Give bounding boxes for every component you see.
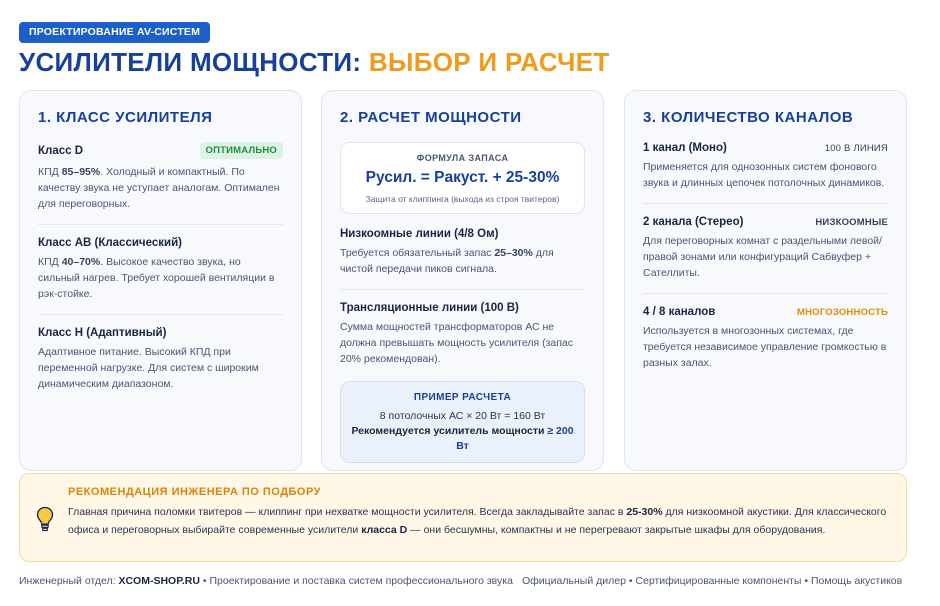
tip-text: Главная причина поломки твитеров — клиппинг при нехватке мощности усилителя. Всегда закладывайте запас в 25-30% для низкоомной акустики. Для классического офиса и переговорных выбирайте современные усилители класса D — они бесшумны, компактны и не перегревают закрытые шкафы для оборудования. [68, 506, 887, 536]
footer-brand-link[interactable]: XCOM-SHOP.RU [118, 575, 200, 587]
item-text: Сумма мощностей трансформаторов АС не должна превышать мощность усилителя (запас 20% рекомендован). [340, 321, 574, 365]
formula-main: Pусил. = Pакуст. + 25-30% [365, 169, 560, 186]
tip-title: РЕКОМЕНДАЦИЯ ИНЖЕНЕРА ПО ПОДБОРУ [68, 486, 322, 498]
item-text: Адаптивное питание. Высокий КПД при переменной нагрузке. Для систем с широким динамическим диапазоном. [38, 346, 259, 390]
item-text: Требуется обязательный запас 25–30% для чистой передачи пиков сигнала. [340, 247, 554, 275]
example-result: Рекомендуется усилитель мощности ≥ 200 Вт [351, 425, 574, 452]
card-title: 1. КЛАСС УСИЛИТЕЛЯ [38, 109, 213, 126]
class-d-item [38, 142, 283, 225]
item-text: КПД 85–95%. Холодный и компактный. По качеству звука не уступает аналогам. Оптимален для переговорных. [38, 166, 280, 210]
formula-label: ФОРМУЛА ЗАПАСА [416, 153, 509, 163]
item-text: Применяется для однозонных систем фонового звука и длинных цепочек потолочных динамиков. [643, 161, 885, 189]
footer-right: Официальный дилер • Сертифицированные компоненты • Помощь акустиков [522, 575, 903, 587]
channel-count-card [624, 90, 907, 471]
item-name: Трансляционные линии (100 В) [340, 302, 519, 314]
100v-line-item [340, 302, 585, 375]
lightbulb-icon [36, 506, 54, 532]
item-text: КПД 40–70%. Высокое качество звука, но сильный нагрев. Требует хорошей вентиляции в рэк-стойке. [38, 256, 275, 300]
engineer-recommendation [19, 473, 907, 562]
title-part-1: УСИЛИТЕЛИ МОЩНОСТИ: [19, 47, 362, 77]
optimal-badge: ОПТИМАЛЬНО [200, 142, 283, 159]
item-name: 1 канал (Моно) [643, 142, 727, 154]
section-tag: ПРОЕКТИРОВАНИЕ AV-СИСТЕМ [19, 22, 210, 43]
item-name: 2 канала (Стерео) [643, 216, 744, 228]
item-name: Класс D [38, 144, 84, 157]
item-text: Для переговорных комнат с раздельными левой/правой зонами или конфигураций Сабвуфер + Сателлиты. [643, 235, 882, 279]
title-part-2: ВЫБОР И РАСЧЕТ [368, 47, 610, 77]
formula-box [340, 142, 585, 214]
card-title: 3. КОЛИЧЕСТВО КАНАЛОВ [643, 109, 854, 126]
low-impedance-badge: НИЗКООМНЫЕ [815, 216, 888, 228]
page-title [19, 45, 610, 79]
footer-left: Инженерный отдел: XCOM-SHOP.RU • Проектирование и поставка систем профессионального звука [19, 575, 513, 587]
formula-note: Защита от клиппинга (выхода из строя твитеров) [365, 194, 560, 204]
amplifier-class-card [19, 90, 302, 471]
example-line: 8 потолочных АС × 20 Вт = 160 Вт [379, 410, 546, 422]
power-calculation-card [321, 90, 604, 471]
item-name: Класс AB (Классический) [38, 237, 182, 249]
example-label: ПРИМЕР РАСЧЕТА [413, 392, 512, 403]
item-name: Низкоомные линии (4/8 Ом) [340, 228, 499, 240]
stereo-item [643, 216, 888, 294]
low-impedance-item [340, 228, 585, 290]
multichannel-item [643, 306, 888, 383]
class-ab-item [38, 237, 283, 315]
item-text: Используется в многозонных системах, где требуется независимое управление громкостью в разных залах. [643, 325, 887, 369]
mono-item [643, 142, 888, 204]
multizone-badge: МНОГОЗОННОСТЬ [797, 306, 888, 318]
line-badge: 100 В ЛИНИЯ [824, 142, 888, 154]
card-title: 2. РАСЧЕТ МОЩНОСТИ [340, 109, 522, 126]
item-name: 4 / 8 каналов [643, 306, 716, 318]
class-h-item [38, 327, 283, 404]
item-name: Класс H (Адаптивный) [38, 327, 167, 339]
calculation-example-box [340, 381, 585, 463]
